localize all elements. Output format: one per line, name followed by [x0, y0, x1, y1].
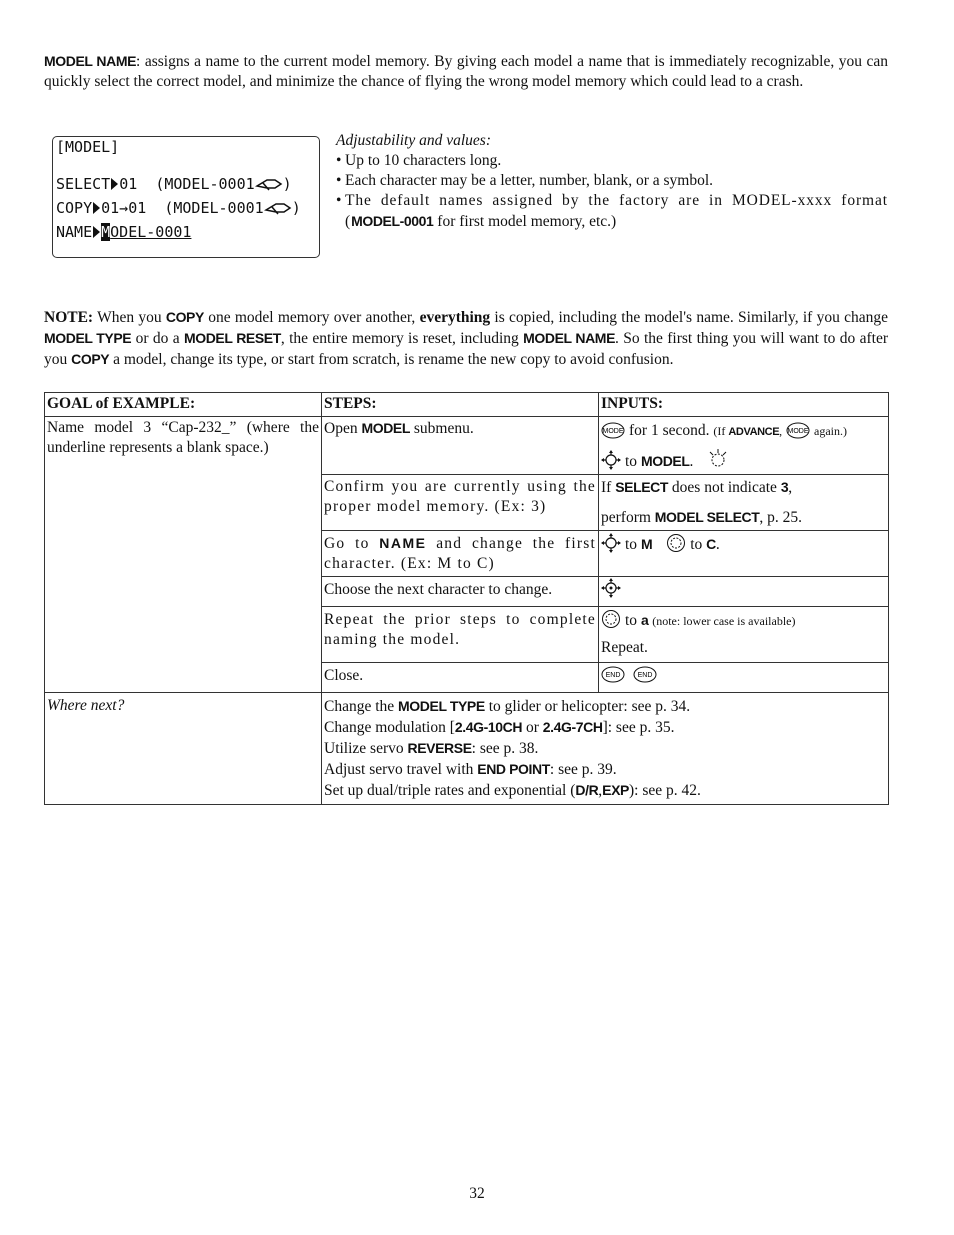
- cursor-lever-icon: [601, 450, 621, 470]
- lcd-name-value: ODEL-0001: [110, 223, 192, 241]
- keyword-model-type: MODEL TYPE: [398, 698, 485, 714]
- step-text: and change the first character. (Ex: M to C): [324, 535, 596, 572]
- bullet3-text: The default names assigned by the factory are in MODEL-xxxx format (: [345, 192, 888, 230]
- input-line: [601, 507, 886, 528]
- example-table: [44, 392, 889, 805]
- lcd-copy-label: COPY: [56, 199, 93, 217]
- airplane-icon: [255, 177, 283, 191]
- input-cell: [599, 475, 889, 531]
- lcd-copy-value: 01→01: [101, 199, 147, 217]
- lcd-name-label: NAME: [56, 223, 93, 241]
- where-next-text: : see p. 39.: [549, 761, 617, 778]
- input-note: ,: [779, 424, 783, 438]
- goal-cell: Name model 3 “Cap-232_” (where the underline represents a blank space.): [45, 417, 322, 693]
- where-next-text: ): see p. 42.: [629, 782, 701, 799]
- airplane-icon: [264, 201, 292, 215]
- input-text: for 1 second.: [629, 422, 710, 439]
- keyword-3: 3: [780, 479, 789, 495]
- note-text: When you: [93, 309, 166, 326]
- step-cell: [322, 531, 599, 577]
- input-note: (If: [713, 424, 729, 438]
- where-next-line: [324, 696, 886, 717]
- lcd-select-row: SELECT 01 (MODEL-0001 ): [56, 175, 292, 193]
- keyword-copy: COPY: [71, 351, 110, 367]
- keyword-end-point: END POINT: [477, 761, 550, 777]
- keyword-2-4g-10ch: 2.4G-10CH: [454, 719, 523, 735]
- where-next-line: [324, 759, 886, 780]
- step-text: Go to: [324, 535, 380, 552]
- where-next-line: [324, 738, 886, 759]
- table-row: [45, 417, 889, 475]
- keyword-copy: COPY: [165, 309, 204, 325]
- adjustability-section: [336, 131, 888, 232]
- adjustability-list: [336, 151, 888, 232]
- note-text: . So the first thing you will want to do after you: [44, 330, 888, 368]
- input-cell: [599, 531, 889, 577]
- input-line: [601, 421, 886, 442]
- input-text: perform: [601, 509, 655, 526]
- where-next-text: ,: [598, 782, 603, 799]
- lcd-copy-name: (MODEL-0001: [164, 199, 264, 217]
- input-cell: [599, 607, 889, 663]
- lcd-select-value: 01: [119, 175, 138, 193]
- end-key-label: END: [637, 672, 653, 679]
- mode-key-label: MODE: [602, 428, 624, 435]
- keyword-a: a: [640, 612, 649, 628]
- keyword-model-reset: MODEL RESET: [183, 330, 281, 346]
- input-line: [601, 609, 886, 631]
- lcd-arrow-icon: [93, 202, 100, 214]
- push-cursor-icon: [707, 448, 729, 470]
- input-text: If: [601, 479, 616, 496]
- adjustability-title: Adjustability and values:: [336, 132, 491, 149]
- list-item: • Up to 10 characters long.: [336, 151, 888, 171]
- step-cell: Close.: [322, 663, 599, 693]
- keyword-c: C: [706, 536, 716, 552]
- input-note: again.): [814, 424, 848, 438]
- where-next-line: [324, 780, 886, 801]
- push-cursor-lever-icon: [601, 578, 621, 598]
- where-next-line: [324, 717, 886, 738]
- lcd-name-row: [56, 220, 319, 244]
- note-paragraph: [44, 307, 888, 370]
- keyword-name: NAME: [379, 535, 427, 551]
- dial-icon: [601, 609, 621, 629]
- lcd-header-text: [MODEL]: [56, 138, 120, 156]
- step-text: submenu.: [410, 420, 474, 437]
- lcd-arrow-icon: [93, 226, 100, 238]
- lcd-copy-row: COPY 01→01 (MODEL-0001 ): [56, 199, 301, 217]
- input-text: .: [715, 536, 720, 553]
- keyword-model-name: MODEL NAME: [523, 330, 616, 346]
- note-text: , the entire memory is reset, including: [280, 330, 524, 347]
- input-cell: [599, 663, 889, 693]
- where-next-text: Set up dual/triple rates and exponential (: [324, 782, 576, 799]
- input-text: to: [625, 536, 641, 553]
- note-text: or do a: [131, 330, 184, 347]
- input-line: [601, 477, 886, 498]
- keyword-d-r: D/R: [575, 782, 599, 798]
- table-row: [45, 693, 889, 805]
- bullet3-post: for first model memory, etc.): [433, 213, 617, 230]
- intro-text: : assigns a name to the current model memory. By giving each model a name that is immediately recognizable, you can quickly select the correct model, and minimize the chance of flying the wrong model memory which could lead to a crash.: [44, 53, 888, 90]
- step-cell: Repeat the prior steps to complete naming the model.: [322, 607, 599, 663]
- keyword-2-4g-7ch: 2.4G-7CH: [542, 719, 603, 735]
- header-inputs: INPUTS:: [599, 393, 889, 417]
- note-emphasis: everything: [419, 309, 491, 326]
- mode-key-icon: [786, 422, 810, 439]
- input-line: [601, 448, 886, 472]
- lcd-name-cursor: M: [101, 223, 111, 241]
- where-next-text: Utilize servo: [324, 740, 408, 757]
- lcd-select-label: SELECT: [56, 175, 111, 193]
- mode-key-icon: [601, 422, 625, 439]
- lcd-screen: [52, 136, 320, 258]
- where-next-text: Adjust servo travel with: [324, 761, 478, 778]
- keyword-model: MODEL: [361, 420, 411, 436]
- note-text: a model, change its type, or start from scratch, is rename the new copy to avoid confusion.: [109, 351, 674, 368]
- lcd-header: [56, 135, 319, 159]
- step-cell: Choose the next character to change.: [322, 577, 599, 607]
- keyword-model-name: MODEL NAME: [44, 53, 137, 69]
- where-next-label: Where next?: [45, 693, 322, 805]
- keyword-advance: ADVANCE: [728, 426, 780, 438]
- input-cell: [599, 417, 889, 475]
- note-label: NOTE:: [44, 309, 94, 326]
- where-next-text: ]: see p. 35.: [602, 719, 675, 736]
- input-note: (note: lower case is available): [652, 614, 796, 628]
- keyword-model-select: MODEL SELECT: [654, 509, 760, 525]
- step-cell: [322, 417, 599, 475]
- input-text: to: [625, 612, 641, 629]
- end-key-icon: [633, 666, 657, 683]
- keyword-select: SELECT: [615, 479, 669, 495]
- keyword-model: MODEL: [640, 453, 690, 469]
- input-text: ,: [788, 479, 793, 496]
- list-item: [336, 191, 888, 232]
- keyword-exp: EXP: [602, 782, 629, 798]
- keyword-model-0001: MODEL-0001: [351, 213, 434, 229]
- header-goal: GOAL of EXAMPLE:: [45, 393, 322, 417]
- where-next-text: Change the: [324, 698, 399, 715]
- where-next-text: or: [522, 719, 543, 736]
- where-next-text: Change modulation [: [324, 719, 455, 736]
- header-steps: STEPS:: [322, 393, 599, 417]
- intro-paragraph: [44, 51, 888, 92]
- page-number: 32: [469, 1185, 485, 1202]
- keyword-m: M: [640, 536, 653, 552]
- end-key-label: END: [605, 672, 621, 679]
- lcd-arrow-icon: [111, 178, 118, 190]
- keyword-reverse: REVERSE: [407, 740, 472, 756]
- table-header-row: [45, 393, 889, 417]
- input-text: , p. 25.: [759, 509, 803, 526]
- end-key-icon: [601, 666, 625, 683]
- note-text: is copied, including the model's name. Similarly, if you change: [490, 309, 888, 326]
- input-text: to: [625, 453, 641, 470]
- step-cell: Confirm you are currently using the proper model memory. (Ex: 3): [322, 475, 599, 531]
- where-next-text: : see p. 38.: [471, 740, 539, 757]
- input-text: does not indicate: [668, 479, 781, 496]
- keyword-model-type: MODEL TYPE: [44, 330, 132, 346]
- mode-key-label: MODE: [787, 428, 809, 435]
- where-next-cell: [322, 693, 889, 805]
- lcd-select-name: (MODEL-0001: [155, 175, 255, 193]
- step-text: Open: [324, 420, 362, 437]
- list-item: • Each character may be a letter, number, blank, or a symbol.: [336, 171, 888, 191]
- input-text: to: [690, 536, 707, 553]
- dial-icon: [666, 533, 686, 553]
- where-next-text: to glider or helicopter: see p. 34.: [484, 698, 691, 715]
- cursor-lever-icon: [601, 533, 621, 553]
- note-text: one model memory over another,: [203, 309, 420, 326]
- input-text: .: [689, 453, 694, 470]
- input-line: Repeat.: [601, 639, 648, 656]
- input-cell: [599, 577, 889, 607]
